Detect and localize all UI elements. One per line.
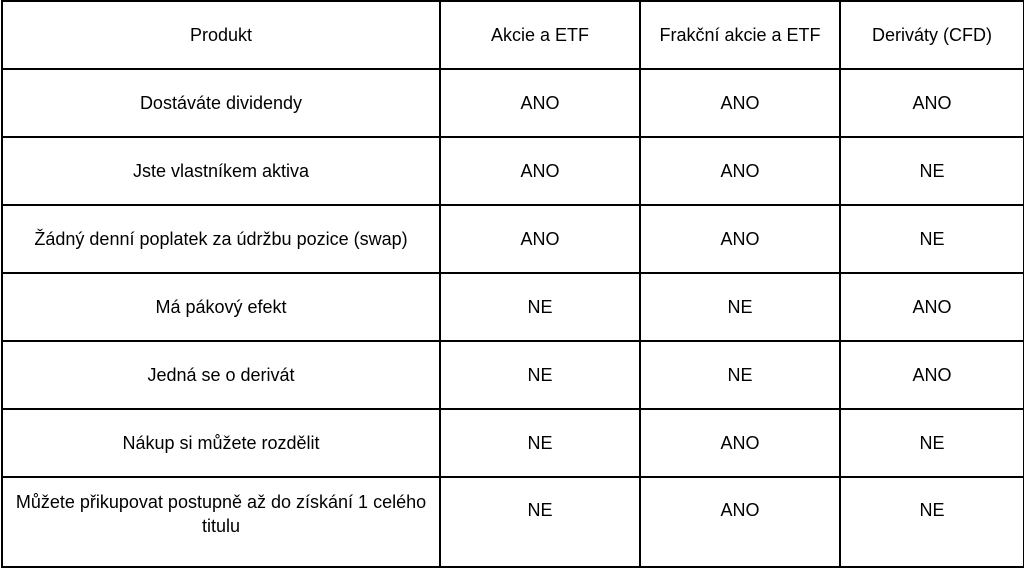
cell-derivatives: ANO [840,341,1024,409]
cell-fractional: ANO [640,409,840,477]
cell-derivatives: NE [840,409,1024,477]
row-label: Můžete přikupovat postupně až do získání 1 celého titulu [2,477,440,567]
cell-stocks-etf: NE [440,341,640,409]
cell-fractional: ANO [640,137,840,205]
row-label: Žádný denní poplatek za údržbu pozice (swap) [2,205,440,273]
cell-stocks-etf: ANO [440,69,640,137]
table-row [2,205,1024,273]
table-header-row [2,1,1024,69]
cell-derivatives: NE [840,477,1024,567]
cell-stocks-etf: NE [440,409,640,477]
table-row [2,477,1024,567]
row-label: Jedná se o derivát [2,341,440,409]
cell-stocks-etf: NE [440,273,640,341]
table-row [2,69,1024,137]
cell-stocks-etf: ANO [440,205,640,273]
cell-derivatives: NE [840,205,1024,273]
cell-fractional: ANO [640,205,840,273]
cell-derivatives: ANO [840,69,1024,137]
table-row [2,409,1024,477]
cell-fractional: NE [640,273,840,341]
cell-fractional: ANO [640,69,840,137]
cell-derivatives: ANO [840,273,1024,341]
cell-derivatives: NE [840,137,1024,205]
row-label: Dostáváte dividendy [2,69,440,137]
cell-stocks-etf: NE [440,477,640,567]
header-product: Produkt [2,1,440,69]
header-fractional: Frakční akcie a ETF [640,1,840,69]
row-label: Nákup si můžete rozdělit [2,409,440,477]
table-row [2,137,1024,205]
row-label: Má pákový efekt [2,273,440,341]
table-row [2,273,1024,341]
table-row [2,341,1024,409]
row-label: Jste vlastníkem aktiva [2,137,440,205]
comparison-table [1,0,1024,568]
header-stocks-etf: Akcie a ETF [440,1,640,69]
header-derivatives: Deriváty (CFD) [840,1,1024,69]
cell-fractional: NE [640,341,840,409]
cell-stocks-etf: ANO [440,137,640,205]
cell-fractional: ANO [640,477,840,567]
